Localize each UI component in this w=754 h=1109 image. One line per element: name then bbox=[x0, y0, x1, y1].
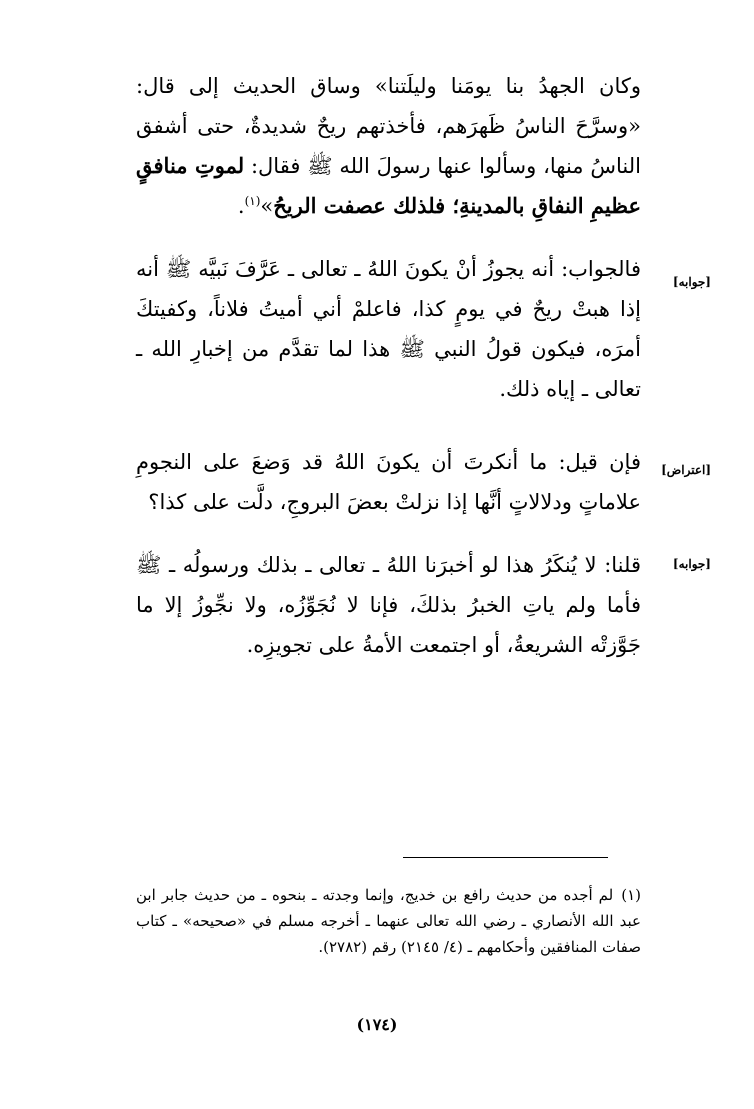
paragraph-objection: فإن قيل: ما أنكرتَ أن يكونَ اللهُ قد وَضعَ على النجومِ علاماتٍ ودلالاتٍ أنَّها إذا نزلتْ بعضَ البروجِ، دلَّت على كذا؟ bbox=[136, 450, 641, 514]
margin-note-answer-2: [جوابه] bbox=[672, 557, 711, 571]
footnote-text: لم أجده من حديث رافع بن خديج، وإنما وجدته ـ بنحوه ـ من حديث جابر ابن عبد الله الأنصاري ـ رضي الله تعالى عنهما ـ أخرجه مسلم في «صحيحه» ـ كتاب صفات المنافقين وأحكامهم ـ (٤/ ٢١٤٥) رقم (٢٧٨٢). bbox=[136, 886, 641, 956]
page-number: (١٧٤) bbox=[356, 1015, 398, 1034]
paragraph-hadith-bold-quote: لموتِ منافقٍ عظيمِ النفاقِ بالمدينةِ؛ فلذلك عصفت الريحُ bbox=[136, 153, 641, 218]
paragraph-answer: فالجواب: أنه يجوزُ أنْ يكونَ اللهُ ـ تعالى ـ عَرَّفَ نَبيَّه ﷺ أنه إذا هبتْ ريحٌ في يومٍ كذا، فاعلمْ أني أميتُ فلاناً، وكفيتكَ أمرَه، فيكون قولُ النبي ﷺ هذا لما تقدَّم من إخبارِ الله ـ تعالى ـ إياه ذلك. bbox=[136, 257, 641, 401]
paragraph-hadith-tail: » bbox=[260, 194, 274, 218]
footnote bbox=[136, 882, 641, 960]
paragraph-hadith-text: وكان الجهدُ بنا يومَنا وليلَتنا» وساق الحديث إلى قال: «وسرَّحَ الناسُ ظَهرَهم، فأخذتهم ريحٌ شديدةٌ، حتى أشفق الناسُ منها، وسألوا عنها رسولَ الله ﷺ فقال: bbox=[136, 74, 641, 178]
margin-note-objection: [اعتراض] bbox=[661, 463, 711, 477]
footnote-divider bbox=[403, 857, 608, 858]
paragraph-hadith-end: . bbox=[237, 194, 245, 218]
paragraph-hadith bbox=[136, 66, 641, 226]
paragraph-answer-2: قلنا: لا يُنكَرُ هذا لو أخبرَنا اللهُ ـ تعالى ـ بذلك ورسولُه ـ ﷺ فأما ولم ياتِ الخبرُ بذلكَ، فإنا لا نُجَوِّزُه، ولا نجِّوزُ إلا ما جَوَّزتْه الشريعةُ، أو اجتمعت الأمةُ على تجويزِه. bbox=[136, 553, 641, 657]
margin-note-answer: [جوابه] bbox=[672, 275, 711, 289]
footnote-reference: (١) bbox=[244, 194, 261, 208]
footnote-number: (١) bbox=[621, 886, 641, 904]
